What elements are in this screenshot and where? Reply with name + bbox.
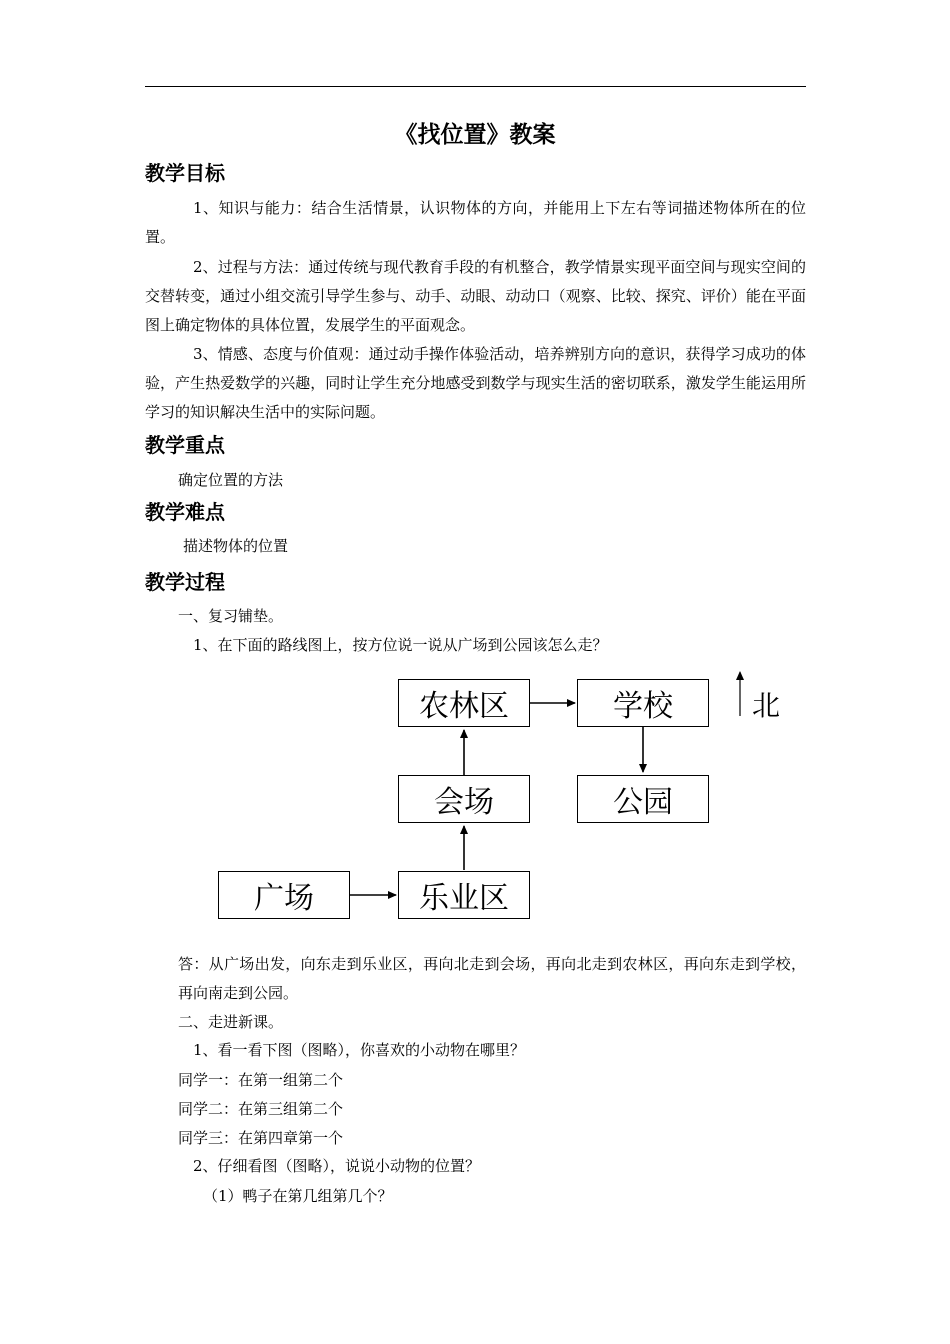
goal-emotion: 3、情感、态度与价值观：通过动手操作体验活动，培养辨别方向的意识，获得学习成功的体验，产生热爱数学的兴趣，同时让学生充分地感受到数学与现实生活的密切联系，激发学生能运用所学习的知识解决生活中的实际问题。	[145, 345, 806, 421]
map-box-leye: 乐业区	[398, 871, 530, 919]
review-heading: 一、复习铺垫。	[178, 607, 284, 625]
student-answer-1: 同学一：在第一组第二个	[178, 1071, 344, 1089]
header-rule	[145, 86, 806, 87]
north-label: 北	[752, 689, 781, 722]
student-answer-3: 同学三：在第四章第一个	[178, 1129, 344, 1147]
new-lesson-q2-sub1: （1）鸭子在第几组第几个？	[203, 1187, 393, 1205]
key-point-text: 确定位置的方法	[178, 471, 284, 489]
student-answer-2: 同学二：在第三组第二个	[178, 1100, 344, 1118]
heading-difficulty: 教学难点	[145, 500, 225, 524]
heading-goals: 教学目标	[145, 161, 225, 185]
goal-process: 2、过程与方法：通过传统与现代教育手段的有机整合，教学情景实现平面空间与现实空间的交替转变，通过小组交流引导学生参与、动手、动眼、动动口（观察、比较、探究、评价）能在平面图上确定物体的具体位置，发展学生的平面观念。	[145, 258, 806, 334]
map-box-square: 广场	[218, 871, 350, 919]
map-box-school: 学校	[577, 679, 709, 727]
new-lesson-q2: 2、仔细看图（图略），说说小动物的位置？	[193, 1157, 481, 1175]
goal-knowledge: 1、知识与能力：结合生活情景，认识物体的方向，并能用上下左右等词描述物体所在的位置。	[145, 199, 806, 246]
heading-key-point: 教学重点	[145, 433, 225, 457]
map-box-nonglin: 农林区	[398, 679, 530, 727]
page-title: 《找位置》教案	[394, 122, 556, 148]
difficulty-text: 描述物体的位置	[183, 537, 289, 555]
new-lesson-heading: 二、走进新课。	[178, 1013, 284, 1031]
review-question: 1、在下面的路线图上，按方位说一说从广场到公园该怎么走？	[193, 636, 608, 654]
route-answer: 答：从广场出发，向东走到乐业区，再向北走到会场，再向北走到农林区，再向东走到学校，再向南走到公园。	[178, 955, 806, 1002]
new-lesson-q1: 1、看一看下图（图略），你喜欢的小动物在哪里？	[193, 1041, 526, 1059]
map-box-park: 公园	[577, 775, 709, 823]
map-box-venue: 会场	[398, 775, 530, 823]
heading-process: 教学过程	[145, 570, 225, 594]
